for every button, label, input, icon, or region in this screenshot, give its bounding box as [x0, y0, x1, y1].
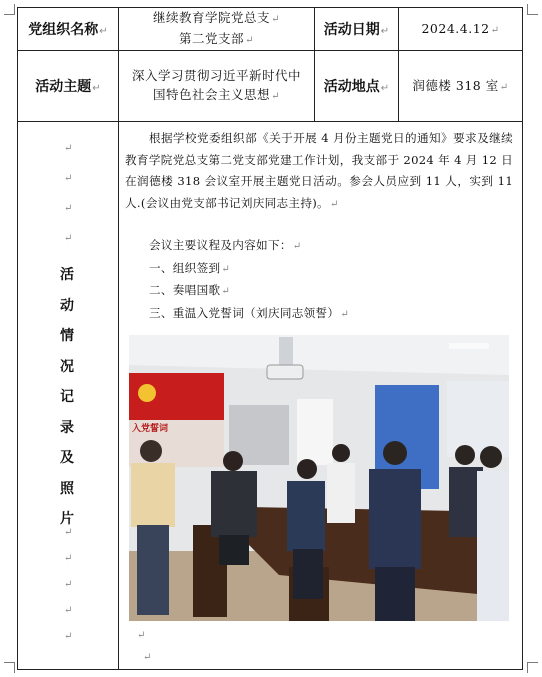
- date-label-cell: [315, 8, 399, 51]
- para-mark: ↵: [99, 26, 108, 37]
- record-label-char: 及: [60, 450, 74, 466]
- meeting-photo: [129, 335, 509, 621]
- para-mark: ↵: [490, 24, 500, 36]
- record-label-char: 况: [60, 358, 74, 375]
- date-value-cell: [399, 8, 523, 51]
- row-theme: [18, 51, 523, 122]
- org-value-line-2: 第二党支部: [179, 31, 245, 46]
- side-para-marks-bottom: ↵ ↵ ↵ ↵ ↵: [64, 527, 73, 642]
- crop-mark-top-right: [527, 4, 538, 15]
- agenda-title: 会议主要议程及内容如下：: [149, 238, 292, 252]
- para-mark: ↵: [271, 91, 280, 102]
- photo-wall-right: [447, 381, 509, 457]
- record-label-char: 动: [60, 297, 74, 314]
- theme-value-cell: [119, 51, 315, 122]
- theme-value-line-2: 国特色社会主义思想: [153, 87, 271, 102]
- org-label: 党组织名称: [28, 22, 99, 38]
- photo-person-1: [131, 440, 175, 615]
- record-label-char: 活: [60, 267, 74, 283]
- photo-projector-mount: [279, 337, 293, 367]
- record-label-char: 记: [60, 389, 74, 405]
- org-value-line-1: 继续教育学院党总支: [153, 10, 271, 25]
- para-mark: ↵: [92, 83, 101, 94]
- para-mark: ↵: [271, 14, 280, 25]
- record-label-char: 情: [60, 328, 74, 344]
- record-label-char: 录: [60, 419, 74, 436]
- list-item: 三、重温入党誓词（刘庆同志领誓）↵: [149, 305, 349, 320]
- theme-label-cell: [18, 51, 119, 122]
- record-label-cell: [18, 122, 119, 670]
- photo-window: [297, 399, 333, 465]
- photo-ceiling-light: [449, 343, 489, 349]
- record-content-cell: [119, 122, 523, 670]
- place-value: 润德楼 318 室: [412, 77, 499, 93]
- agenda-list: 会议主要议程及内容如下：↵ 一、组织签到↵ 二、奏唱国歌↵ 三、重温入党誓词（刘庆同志领誓）↵: [149, 235, 349, 325]
- para-mark: ↵: [137, 630, 146, 641]
- place-label: 活动地点: [323, 79, 380, 95]
- photo-projector: [267, 365, 303, 379]
- para-mark: ↵: [380, 83, 390, 94]
- crop-mark-top-left: [4, 4, 15, 15]
- para-mark: ↵: [380, 26, 390, 37]
- record-label: [56, 260, 78, 535]
- photo-screen-text: 入党誓词: [132, 424, 169, 434]
- theme-value-line-1: 深入学习贯彻习近平新时代中: [131, 68, 301, 83]
- record-label-char: 照: [60, 480, 74, 497]
- photo-emblem: [138, 384, 156, 402]
- crop-mark-bottom-left: [4, 662, 15, 673]
- para-mark: ↵: [499, 81, 509, 93]
- date-value: 2024.4.12: [421, 20, 490, 36]
- activity-record-form: [17, 7, 523, 670]
- place-label-cell: [315, 51, 399, 122]
- theme-label: 活动主题: [35, 79, 92, 95]
- row-org: [18, 8, 523, 51]
- photo-person-7: [477, 446, 509, 621]
- place-value-cell: [399, 51, 523, 122]
- date-label: 活动日期: [323, 22, 380, 38]
- para-mark: ↵: [245, 35, 254, 46]
- record-label-char: 片: [60, 511, 74, 527]
- list-item: 一、组织签到↵: [149, 260, 231, 275]
- org-label-cell: [18, 8, 119, 51]
- row-record: [18, 122, 523, 670]
- meeting-photo-illustration: [129, 335, 509, 621]
- org-value-cell: [119, 8, 315, 51]
- para-mark: ↵: [143, 652, 152, 663]
- crop-mark-bottom-right: [527, 662, 538, 673]
- list-item: 二、奏唱国歌↵: [149, 283, 231, 298]
- activity-paragraph: 根据学校党委组织部《关于开展 4 月份主题党日的通知》要求及继续教育学院党总支第二党支部党建工作计划，我支部于 2024 年 4 月 12 日在润德楼 318 会议室开展主题党日活动。参会人员应到 11 人，实到 11 人.(会议由党支部书记刘庆同志主持)。↵: [125, 131, 513, 210]
- side-para-marks-top: ↵ ↵ ↵ ↵: [64, 143, 73, 244]
